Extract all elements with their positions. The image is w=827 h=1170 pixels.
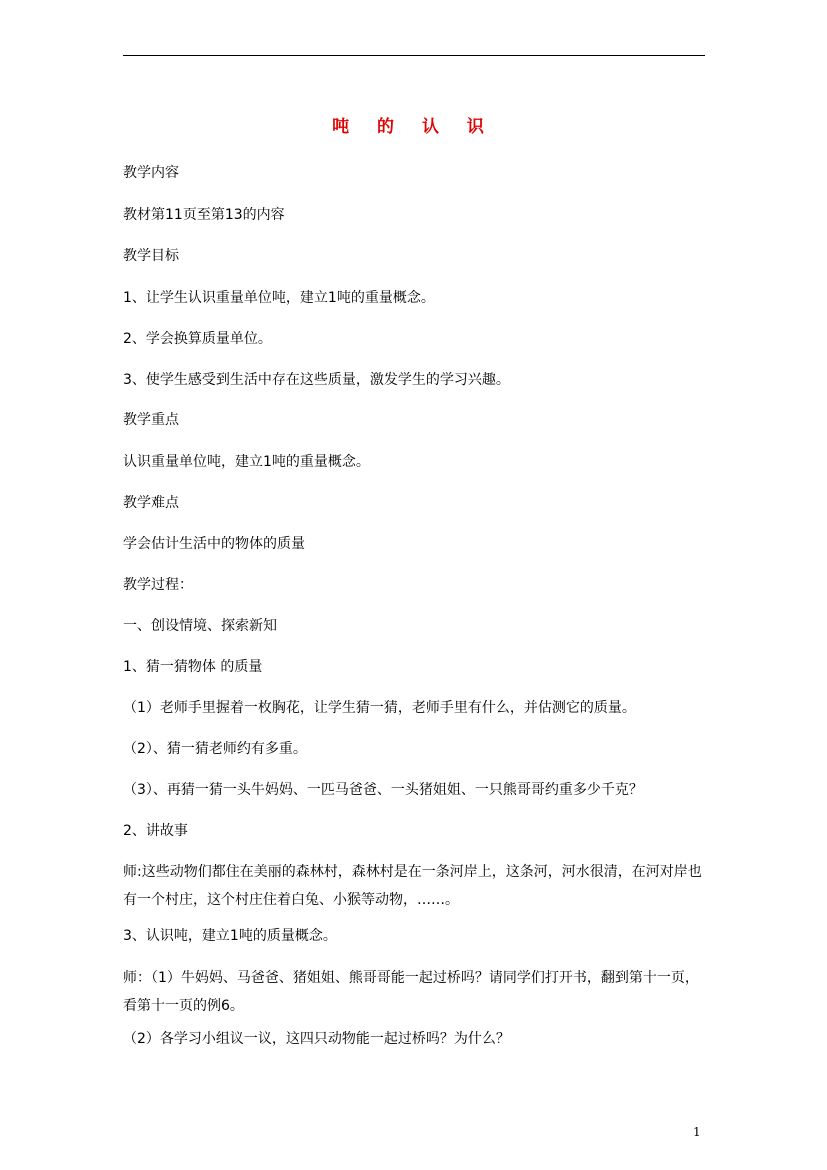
step-heading-1: 一、创设情境、探索新知: [123, 618, 277, 634]
step-subitem-1: （1）老师手里握着一枚胸花，让学生猜一猜，老师手里有什么，并估测它的质量。: [123, 700, 636, 716]
step-item-story: 2、讲故事: [123, 823, 188, 839]
header-rule: [123, 55, 705, 56]
step-item-guess: 1、猜一猜物体 的质量: [123, 659, 263, 675]
section-heading-content: 教学内容: [123, 165, 179, 181]
section-heading-difficulty: 教学难点: [123, 495, 179, 511]
step-subitem-3: （3）、再猜一猜一头牛妈妈、一匹马爸爸、一头猪姐姐、一只熊哥哥约重多少千克？: [123, 782, 643, 798]
goal-item-2: 2、学会换算质量单位。: [123, 331, 272, 347]
section-heading-goals: 教学目标: [123, 248, 179, 264]
step-item-ton: 3、认识吨，建立1吨的质量概念。: [123, 928, 337, 944]
teacher-question-paragraph: 师：（1）牛妈妈、马爸爸、猪姐姐、熊哥哥能一起过桥吗？请同学们打开书，翻到第十一页，看第十一页的例6。: [123, 970, 699, 1014]
page-number: 1: [693, 1125, 701, 1139]
goal-item-1: 1、让学生认识重量单位吨，建立1吨的重量概念。: [123, 290, 435, 306]
focus-text: 认识重量单位吨，建立1吨的重量概念。: [123, 454, 370, 470]
story-paragraph: 师:这些动物们都住在美丽的森林村，森林村是在一条河岸上，这条河，河水很清，在河对岸也有一个村庄，这个村庄住着白兔、小猴等动物，……。: [123, 864, 702, 908]
step-subitem-2: （2）、猜一猜老师约有多重。: [123, 741, 307, 757]
difficulty-text: 学会估计生活中的物体的质量: [123, 536, 305, 552]
goal-item-3: 3、使学生感受到生活中存在这些质量，激发学生的学习兴趣。: [123, 372, 510, 388]
section-heading-process: 教学过程：: [123, 577, 193, 593]
section-heading-focus: 教学重点: [123, 412, 179, 428]
paragraph-content: 教材第11页至第13的内容: [123, 207, 285, 223]
page-title: 吨 的 认 识: [332, 117, 495, 137]
group-discussion-item: （2）各学习小组议一议，这四只动物能一起过桥吗？为什么？: [123, 1031, 510, 1047]
